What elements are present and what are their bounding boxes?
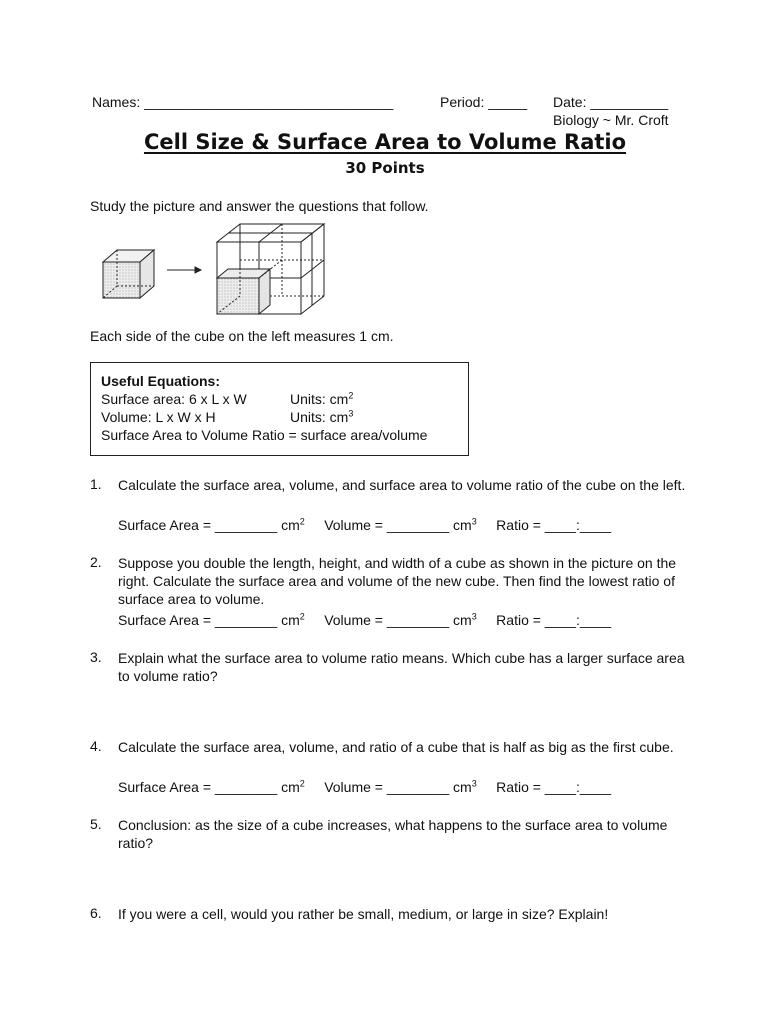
large-cube — [217, 224, 324, 314]
page-title: Cell Size & Surface Area to Volume Ratio — [143, 130, 627, 154]
intro-text: Study the picture and answer the questions that follow. — [90, 198, 429, 214]
period-field[interactable]: Period: _____ — [440, 94, 528, 110]
date-field[interactable]: Date: __________ — [553, 94, 669, 110]
question-5-text: Conclusion: as the size of a cube increases, what happens to the surface area to volume ratio? — [118, 817, 668, 851]
sa-formula: Surface area: 6 x L x W — [101, 391, 247, 407]
question-3-number: 3. — [90, 649, 102, 665]
arrow-icon — [167, 267, 201, 273]
question-3-text: Explain what the surface area to volume ratio means. Which cube has a larger surface area to volume ratio? — [118, 650, 685, 684]
question-6-number: 6. — [90, 905, 102, 921]
volume-units: Units: $cm^3$ — [290, 408, 354, 425]
sa-units: Units: $cm^2$ — [290, 390, 354, 407]
question-5-number: 5. — [90, 816, 102, 832]
ratio-formula: Surface Area to Volume Ratio = surface area/volume — [101, 427, 428, 443]
equations-box — [90, 362, 469, 456]
question-4-answers[interactable]: Surface Area = ________ $cm^2$ Volume = ________ $cm^3$ Ratio = ____:____ — [118, 778, 611, 795]
volume-formula: Volume: L x W x H — [101, 409, 216, 425]
question-2-number: 2. — [90, 554, 102, 570]
question-4-number: 4. — [90, 738, 102, 754]
question-1-answers[interactable]: Surface Area = ________ $cm^2$ Volume = ________ $cm^3$ Ratio = ____:____ — [118, 516, 611, 533]
points-label: 30 Points — [345, 159, 425, 177]
question-1-text: Calculate the surface area, volume, and surface area to volume ratio of the cube on the left. — [118, 477, 686, 493]
equations-heading: Useful Equations: — [101, 373, 221, 389]
question-4-text: Calculate the surface area, volume, and ratio of a cube that is half as big as the first cube. — [118, 739, 674, 755]
names-field[interactable]: Names: ________________________________ — [92, 94, 394, 110]
question-1-number: 1. — [90, 476, 102, 492]
question-2-text: Suppose you double the length, height, and width of a cube as shown in the picture on the right. Calculate the surface area and volume of the new cube. Then find the lowest ratio of surface area to volume. — [118, 555, 677, 607]
cube-caption: Each side of the cube on the left measures 1 cm. — [90, 328, 394, 344]
question-6-text: If you were a cell, would you rather be small, medium, or large in size? Explain! — [118, 906, 609, 922]
question-2-answers[interactable]: Surface Area = ________ $cm^2$ Volume = ________ $cm^3$ Ratio = ____:____ — [118, 611, 611, 628]
class-teacher-label: Biology ~ Mr. Croft — [553, 112, 669, 128]
small-cube — [103, 250, 154, 298]
cube-diagram — [95, 218, 335, 318]
